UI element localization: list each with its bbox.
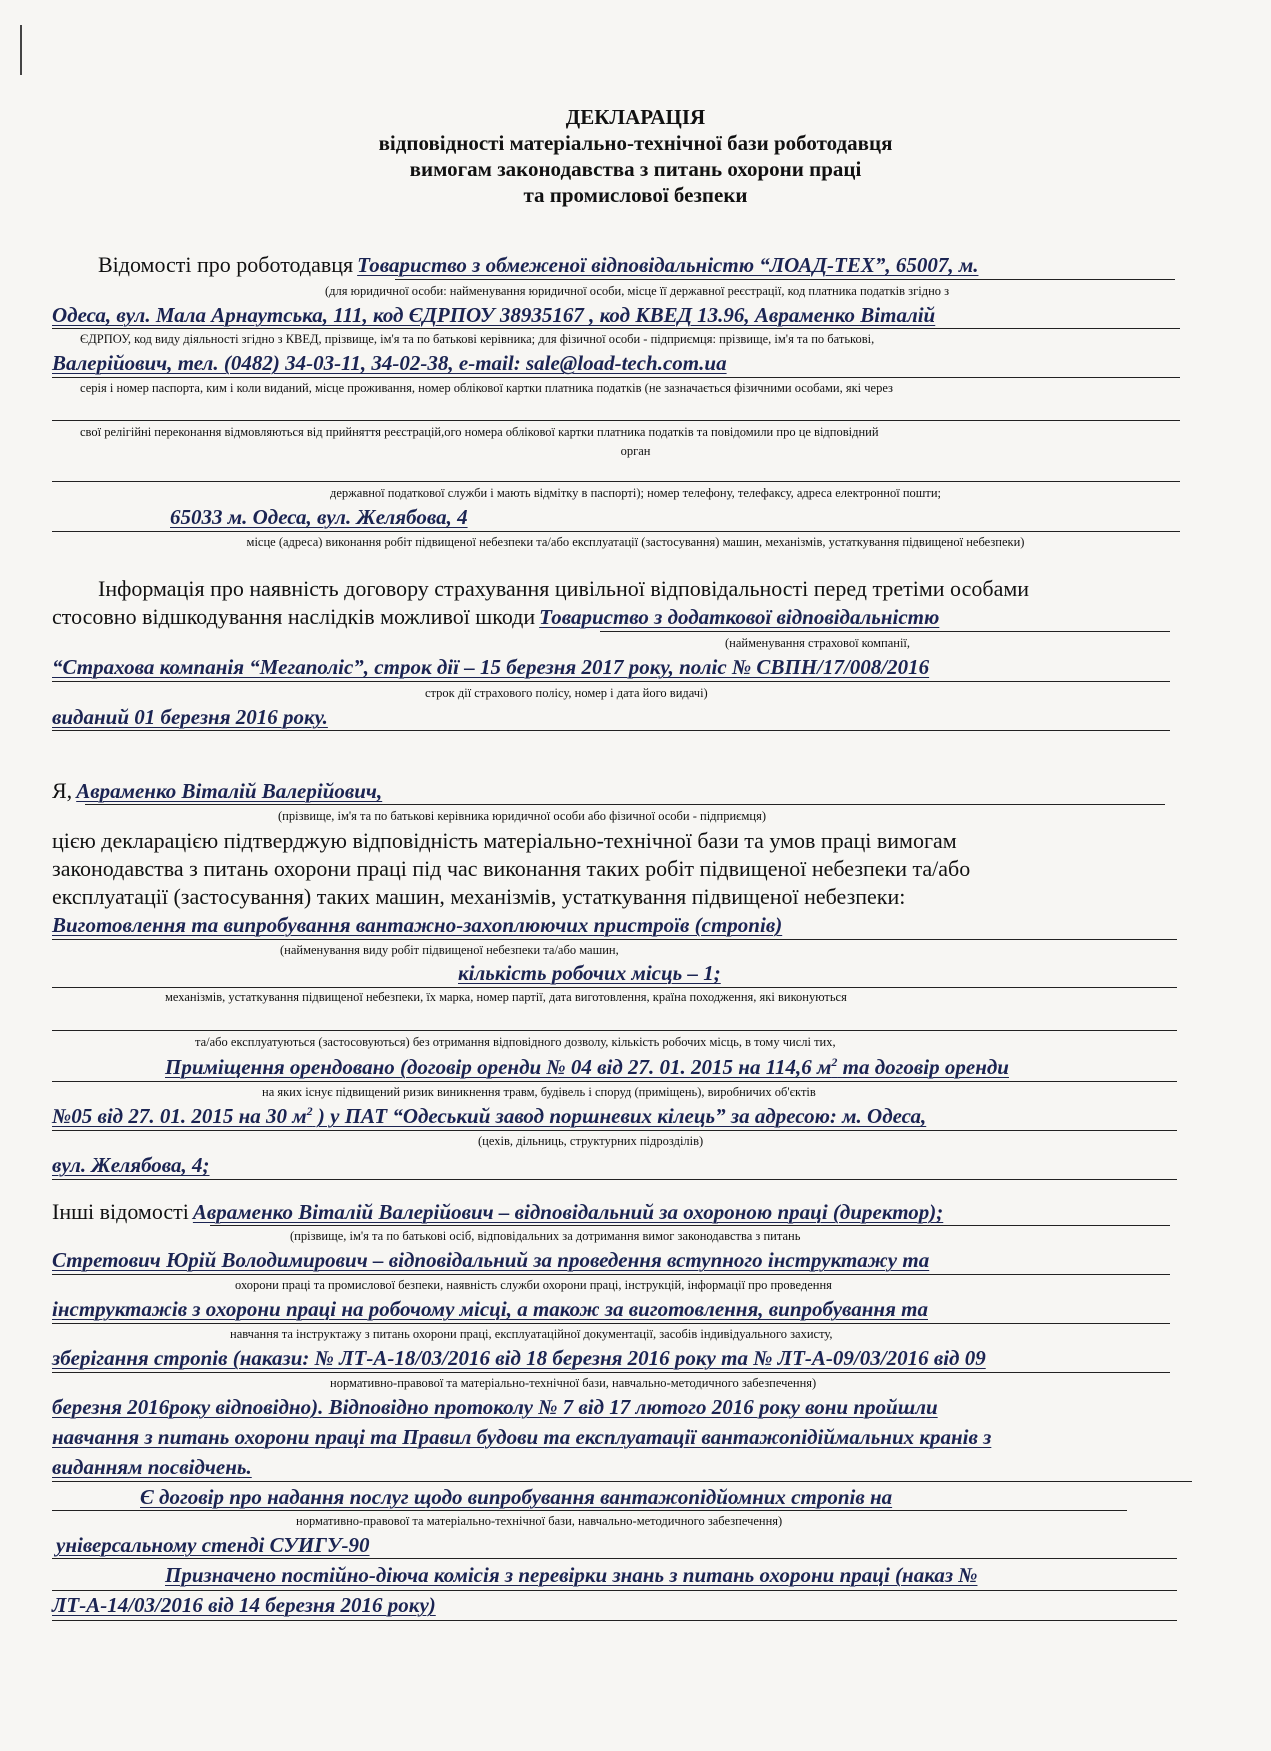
doc-title: ДЕКЛАРАЦІЯ: [565, 105, 706, 129]
other-line-10: Призначено постійно-діюча комісія з перевірки знань з питань охорони праці (наказ №: [165, 1563, 978, 1587]
employer-label: Відомості про роботодавця: [98, 252, 354, 277]
insurance-policy: “Страхова компанія “Мегаполіс”, строк дії – 15 березня 2017 року, поліс № СВПН/17/008/2016: [52, 655, 930, 679]
doc-subtitle-1: відповідності матеріально-технічної бази роботодавця: [378, 131, 893, 155]
caption: (для юридичної особи: найменування юридичної особи, місце її державної реєстрації, код платника податків згідно з: [325, 284, 950, 298]
caption: (цехів, дільниць, структурних підрозділів): [478, 1134, 704, 1148]
other-line-4: зберігання стропів (накази: № ЛТ-А-18/03/2016 від 18 березня 2016 року та № ЛТ-А-09/03/2016 від 09: [52, 1346, 986, 1370]
other-line-7: виданням посвідчень.: [52, 1455, 252, 1479]
caption: (найменування виду робіт підвищеної небезпеки та/або машин,: [280, 943, 619, 957]
other-line-5: березня 2016року відповідно). Відповідно протоколу № 7 від 17 лютого 2016 року вони пройшли: [52, 1395, 938, 1419]
declaration-text-3: експлуатації (застосування) таких машин, механізмів, устаткування підвищеної небезпеки:: [52, 884, 906, 909]
employer-line-1: Товариство з обмеженої відповідальністю “ЛОАД-ТЕХ”, 65007, м.: [357, 253, 979, 277]
employer-line-2: Одеса, вул. Мала Арнаутська, 111, код ЄДРПОУ 38935167 , код КВЕД 13.96, Авраменко Віталій: [52, 303, 936, 327]
declarant-prefix: Я,: [52, 778, 73, 803]
caption: ЄДРПОУ, код виду діяльності згідно з КВЕД, прізвище, ім'я та по батькові керівника; для фізичної особи - підприємця: прізвище, ім'я та по батькові,: [80, 332, 875, 346]
caption: (прізвище, ім'я та по батькові осіб, відповідальних за дотримання вимог законодавства з питань: [290, 1229, 801, 1243]
caption: навчання та інструктажу з питань охорони праці, експлуатаційної документації, засобів індивідуального захисту,: [230, 1327, 833, 1341]
other-line-3: інструктажів з охорони праці на робочому місці, а також за виготовлення, випробування та: [52, 1297, 928, 1321]
other-line-1: Авраменко Віталій Валерійович – відповідальний за охороною праці (директор);: [192, 1200, 944, 1224]
other-line-2: Стретович Юрій Володимирович – відповідальний за проведення вступного інструктажу та: [52, 1248, 930, 1272]
caption: місце (адреса) виконання робіт підвищеної небезпеки та/або експлуатації (застосування) машин, механізмів, устаткування підвищеної небезпеки): [246, 535, 1025, 549]
insurer-name: Товариство з додаткової відповідальністю: [539, 605, 940, 629]
premises-line-1: Приміщення орендовано (договір оренди № 04 від 27. 01. 2015 на 114,6 $м^2$ та договір оренди: [165, 1055, 1009, 1079]
employer-row: [98, 252, 978, 278]
employer-line-3: Валерійович, тел. (0482) 34-03-11, 34-02-38, e-mail: sale@load-tech.com.ua: [52, 351, 727, 375]
caption: та/або експлуатуються (застосовуються) без отримання відповідного дозволу, кількість робочих місць, в тому числі тих,: [195, 1035, 836, 1049]
insurance-text-2: стосовно відшкодування наслідків можливої шкоди: [52, 604, 536, 629]
declaration-text-2: законодавства з питань охорони праці під час виконання таких робіт підвищеної небезпеки та/або: [52, 856, 971, 881]
insurance-issued: виданий 01 березня 2016 року.: [52, 705, 328, 729]
declaration-text-1: цією декларацією підтверджую відповідність матеріально-технічної бази та умов праці вимогам: [52, 828, 957, 853]
caption: свої релігійні переконання відмовляються від прийняття реєстрацій,ого номера облікової картки платника податків та повідомили про це відповідний: [80, 425, 879, 439]
other-line-9: універсальному стенді СУИГУ-90: [56, 1533, 370, 1557]
caption: охорони праці та промислової безпеки, наявність служби охорони праці, інструкцій, інформації про проведення: [235, 1278, 832, 1292]
caption: державної податкової служби і мають відмітку в паспорті); номер телефону, телефаксу, адреса електронної пошти;: [329, 486, 942, 500]
other-line-11: ЛТ-А-14/03/2016 від 14 березня 2016 року): [52, 1593, 436, 1617]
doc-subtitle-3: та промислової безпеки: [523, 183, 748, 207]
caption: на яких існує підвищений ризик виникнення травм, будівель і споруд (приміщень), виробничих об'єктів: [262, 1085, 816, 1099]
caption: нормативно-правової та матеріально-технічної бази, навчально-методичного забезпечення): [296, 1514, 783, 1528]
work-location: 65033 м. Одеса, вул. Желябова, 4: [170, 505, 468, 529]
caption: орган: [620, 444, 651, 458]
insurance-text-1: Інформація про наявність договору страхування цивільної відповідальності перед третіми особами: [98, 576, 1030, 601]
doc-subtitle-2: вимогам законодавства з питань охорони праці: [409, 157, 862, 181]
work-type: Виготовлення та випробування вантажно-захоплюючих пристроїв (стропів): [52, 913, 783, 937]
margin-mark: [20, 25, 22, 75]
caption: строк дії страхового полісу, номер і дата його видачі): [425, 686, 708, 700]
caption: (прізвище, ім'я та по батькові керівника юридичної особи або фізичної особи - підприємця): [278, 809, 767, 823]
workplaces-count: кількість робочих місць – 1;: [458, 961, 721, 985]
other-line-8: Є договір про надання послуг щодо випробування вантажопідйомних стропів на: [140, 1485, 893, 1509]
other-line-6: навчання з питань охорони праці та Правил будови та експлуатації вантажопідіймальних кранів з: [52, 1425, 992, 1449]
declarant-name: Авраменко Віталій Валерійович,: [76, 779, 383, 803]
premises-line-3: вул. Желябова, 4;: [52, 1153, 210, 1177]
caption: серія і номер паспорта, ким і коли виданий, місце проживання, номер облікової картки платника податків (не зазначається фізичними особами, які через: [80, 381, 893, 395]
caption: механізмів, устаткування підвищеної небезпеки, їх марка, номер партії, дата виготовлення, країна походження, які виконуються: [165, 990, 847, 1004]
premises-line-2: №05 від 27. 01. 2015 на 30 $м^2$ ) у ПАТ “Одеський завод поршневих кілець” за адресою: м. Одеса,: [52, 1104, 927, 1128]
caption: нормативно-правової та матеріально-технічної бази, навчально-методичного забезпечення): [330, 1376, 817, 1390]
caption: (найменування страхової компанії,: [725, 636, 911, 650]
other-info-label: Інші відомості: [52, 1199, 189, 1224]
